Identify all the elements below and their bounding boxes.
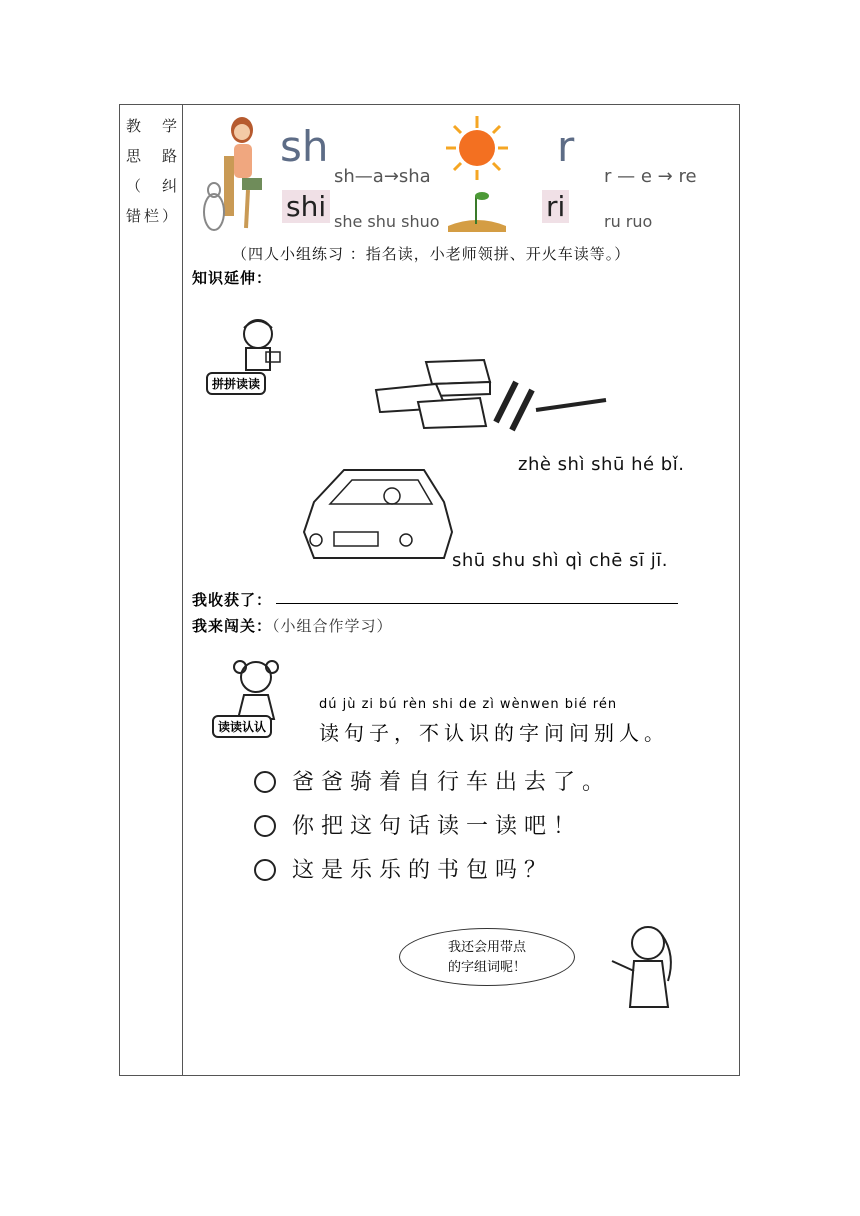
sh-letter: sh — [280, 122, 329, 171]
spelling-exercise-box — [196, 310, 710, 578]
shi-syllable: shi — [282, 190, 330, 223]
column-divider — [182, 105, 183, 1075]
boy-reading-illustration — [220, 314, 300, 378]
apple-bullet-icon — [254, 859, 276, 881]
instruction-hanzi: 读句子，不认识的字问问别人。 — [319, 721, 669, 745]
extension-heading: 知识延伸： — [192, 269, 273, 287]
side-label-line: （ 纠 — [126, 177, 178, 195]
ru-ruo: ru ruo — [604, 212, 653, 231]
pinyin-sentence-books: zhè shì shū hé bǐ. — [518, 454, 685, 475]
sentence-2: 你把这句话读一读吧！ — [292, 814, 583, 839]
apple-bullet-icon — [254, 771, 276, 793]
teacher-illustration — [202, 108, 272, 236]
books-and-pens-illustration — [366, 350, 626, 440]
bubble-line: 的字组词呢！ — [447, 960, 526, 975]
harvest-label: 我收获了： — [192, 591, 273, 609]
sh-a-sha: sh—a→sha — [334, 166, 431, 187]
challenge-note: （小组合作学习） — [272, 617, 393, 635]
sentence-1: 爸爸骑着自行车出去了。 — [292, 770, 612, 795]
speech-bubble — [399, 928, 575, 986]
lesson-table — [119, 104, 740, 1076]
sentence-3: 这是乐乐的书包吗？ — [292, 858, 554, 883]
apple-bullet-icon — [254, 815, 276, 837]
side-label-line: 教 学 — [126, 117, 178, 135]
car-driver-illustration — [294, 462, 464, 572]
spell-read-badge: 拼拼读读 — [206, 372, 266, 395]
read-recognize-box — [196, 645, 710, 1033]
r-letter: r — [557, 122, 575, 171]
pinyin-sentence-car: shū shu shì qì chē sī jī. — [452, 550, 668, 571]
pinyin-strip — [202, 108, 702, 238]
side-label-line: 思 路 — [126, 147, 178, 165]
challenge-label-text: 我来闯关： — [192, 617, 273, 635]
r-e-re: r — e → re — [604, 166, 697, 187]
sun-sprout-illustration — [442, 114, 512, 234]
practice-note: （四人小组练习 ：指名读，小老师领拼、开火车读等。） — [232, 245, 631, 263]
she-shu-shuo: she shu shuo — [334, 212, 440, 231]
challenge-label — [192, 615, 393, 636]
ri-syllable: ri — [542, 190, 569, 223]
side-label — [126, 111, 178, 231]
read-recognize-badge: 读读认认 — [212, 715, 272, 738]
side-label-line: 错栏） — [126, 207, 178, 225]
bubble-line: 我还会用带点 — [447, 940, 526, 955]
pointing-girl-illustration — [606, 915, 686, 1025]
instruction-pinyin: dú jù zi bú rèn shi de zì wènwen bié rén — [319, 697, 618, 712]
content-cell — [184, 105, 739, 1075]
harvest-answer-line[interactable] — [276, 603, 678, 604]
